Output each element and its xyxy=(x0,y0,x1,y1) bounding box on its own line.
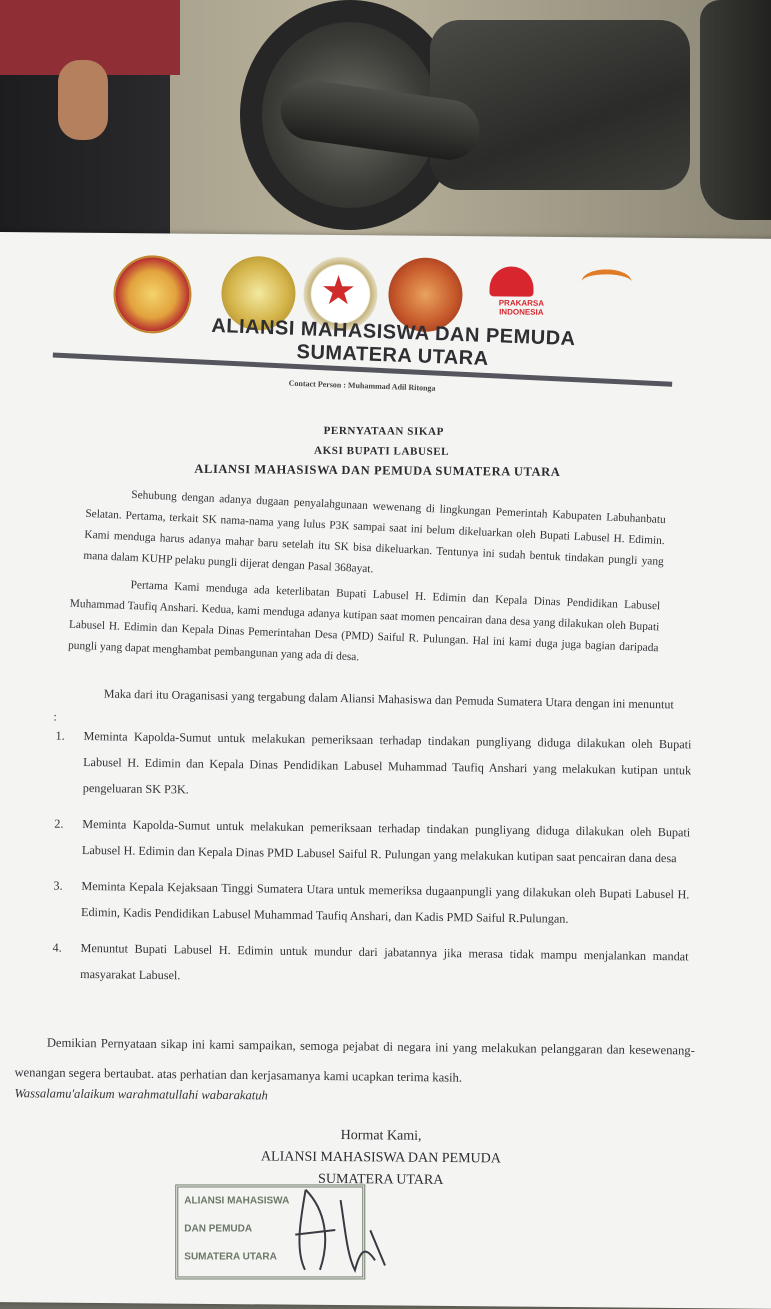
list-item-text: Meminta Kapolda-Sumut untuk melakukan pemeriksaan terhadap tindakan pungliyang diduga dilakukan oleh Bupati Labusel H. Edimin dan Kepala Dinas PMD Labusel Saiful R. Pulungan yang melakukan kutipan saat pencairan dana desa xyxy=(81,816,691,866)
motorcycle-part xyxy=(700,0,771,220)
paragraph-1: Sehubung dengan adanya dugaan penyalahgunaan wewenang di lingkungan Pemerintah Kabupaten Labuhanbatu Selatan. Pertama, terkait SK nama-nama yang lulus P3K sampai saat ini belum dikeluarkan oleh Bupati Labusel H. Edimin. Kami menduga harus adanya mahar baru setelah itu SK bisa dikeluarkan. Tentunya ini sudah bentuk tindakan pungli yang mana dalam KUHP pelaku pungli dijerat dengan Pasal 368ayat. xyxy=(83,488,666,576)
list-item-text: Meminta Kepala Kejaksaan Tinggi Sumatera Utara untuk memeriksa dugaanpungli yang dilakukan oleh Bupati Labusel H. Edimin, Kadis Pendidikan Labusel Muhammad Taufiq Anshari, dan Kadis PMD Saiful R.Pulungan. xyxy=(80,878,690,926)
prakarsa-text: PRAKARSA INDONESIA xyxy=(498,298,545,317)
stamp-line-3: SUMATERA UTARA xyxy=(184,1251,277,1263)
list-number: 3. xyxy=(53,878,63,893)
stamp-line-1: ALIANSI MAHASISWA xyxy=(184,1195,290,1207)
heading-action: AKSI BUPATI LABUSEL xyxy=(314,444,450,458)
heart-icon xyxy=(489,266,533,296)
list-item xyxy=(49,873,690,934)
prakarsa-logo xyxy=(483,264,544,325)
demands-list xyxy=(48,723,692,1006)
contact-person: Contact Person : Muhammad Adil Ritonga xyxy=(288,378,436,393)
list-item xyxy=(48,935,689,996)
person-arm xyxy=(58,60,108,140)
heading-alliance: ALIANSI MAHASISWA DAN PEMUDA SUMATERA UTARA xyxy=(194,461,561,479)
regards-line: Hormat Kami, xyxy=(340,1128,422,1144)
list-item xyxy=(51,723,692,810)
paragraph-2: Pertama Kami menduga ada keterlibatan Bupati Labusel H. Edimin dan Kepala Dinas Pendidikan Labusel Muhammad Taufiq Anshari. Kedua, kami menduga adanya kutipan saat momen pencairan dana desa yang dilakukan oleh Bupati Labusel H. Edimin dan Kepala Dinas Pemerintahan Desa (PMD) Saiful R. Pulungan. Hal ini kami duga juga bagian daripada pungli yang dapat menghambat pembangunan yang ada di desa. xyxy=(67,579,661,664)
list-item xyxy=(50,811,691,872)
list-number: 2. xyxy=(54,816,64,831)
list-number: 4. xyxy=(52,940,62,955)
list-item-text: Meminta Kapolda-Sumut untuk melakukan pemeriksaan terhadap tindakan pungliyang diduga dilakukan oleh Bupati Labusel H. Edimin dan Kepala Dinas Pendidikan Labusel Muhammad Taufiq Anshari yang melakukan kutipan untuk pengeluaran SK P3K. xyxy=(82,728,692,797)
heading-statement: PERNYATAAN SIKAP xyxy=(323,424,444,438)
closing-salutation: Wassalamu'alaikum warahmatullahi wabarakatuh xyxy=(14,1086,268,1103)
star-icon: ★ xyxy=(320,267,357,315)
document-content xyxy=(0,232,765,1289)
motorcycle-engine xyxy=(430,20,690,190)
list-number: 1. xyxy=(55,728,65,743)
handwritten-signature xyxy=(275,1169,396,1280)
organization-title: ALIANSI MAHASISWA DAN PEMUDA SUMATERA UTARA xyxy=(211,314,576,370)
document-paper xyxy=(0,232,771,1309)
wave-icon xyxy=(581,269,631,294)
list-item-text: Menuntut Bupati Labusel H. Edimin untuk mundur dari jabatannya jika merasa tidak mampu menjalankan mandat masyarakat Labusel. xyxy=(80,940,689,983)
signature-org-line-2: SUMATERA UTARA xyxy=(318,1171,444,1188)
paragraph-3: Maka dari itu Oraganisasi yang tergabung dalam Aliansi Mahasiswa dan Pemuda Sumatera Utara dengan ini menuntut : xyxy=(53,686,674,724)
signature-org-line-1: ALIANSI MAHASISWA DAN PEMUDA xyxy=(260,1149,501,1167)
stamp-line-2: DAN PEMUDA xyxy=(184,1223,253,1235)
organization-logo-6 xyxy=(573,259,644,330)
closing-paragraph: Demikian Pernyataan sikap ini kami sampaikan, semoga pejabat di negara ini yang melakukan pelanggaran dan kesewenang-wenangan segera bertaubat. atas perhatian dan kerjasamanya kami ucapkan terima kasih. xyxy=(14,1035,695,1085)
